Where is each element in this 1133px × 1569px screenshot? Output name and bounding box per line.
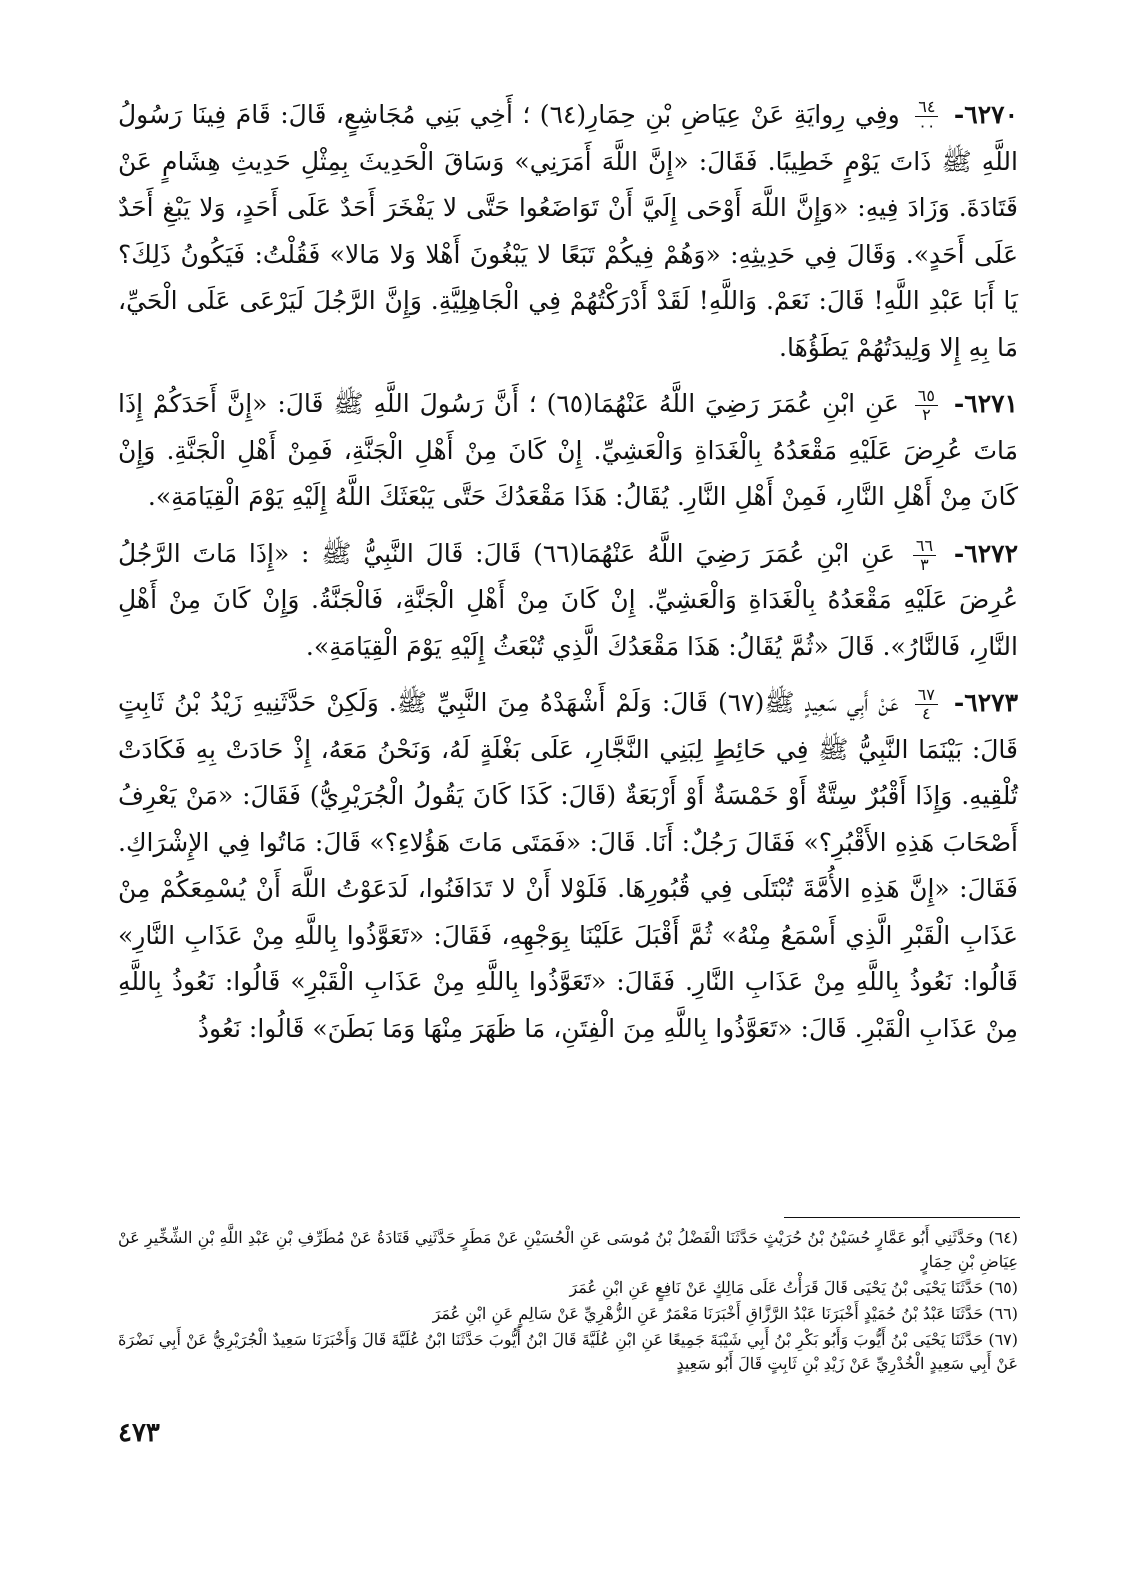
footnote-label: (٦٥)	[988, 1278, 1018, 1297]
main-text	[118, 92, 1018, 1062]
footnote-label: (٦٦)	[988, 1304, 1018, 1323]
footnote-text: وحَدَّثَنِي أَبُو عَمَّارٍ حُسَيْنُ بْنُ حُرَيْثٍ حَدَّثَنَا الْفَضْلُ بْنُ مُوسَى عَنِ الْحُسَيْنِ عَنْ مَطَرٍ حَدَّثَنِي قَتَادَةُ عَنْ مُطَرِّفِ بْنِ عَبْدِ اللَّهِ بْنِ الشِّخِّيرِ عَنْ عِيَاضِ بْنِ حِمَارٍ	[118, 1228, 1018, 1271]
footnote-text: حَدَّثَنَا يَحْيَى بْنُ يَحْيَى قَالَ قَرَأْتُ عَلَى مَالِكٍ عَنْ نَافِعٍ عَنِ ابْنِ عُمَرَ	[569, 1278, 984, 1297]
hadith-text: عَنْ أَبِي سَعِيدٍ ﷺ(٦٧) قَالَ: وَلَمْ أَشْهَدْهُ مِنَ النَّبِيِّ ﷺ. وَلَكِنْ حَدَّثَنِيهِ زَيْدُ بْنُ ثَابِتٍ قَالَ: بَيْنَمَا النَّبِيُّ ﷺ فِي حَائِطٍ لِبَنِي النَّجَّارِ، عَلَى بَغْلَةٍ لَهُ، وَنَحْنُ مَعَهُ، إِذْ حَادَتْ بِهِ فَكَادَتْ تُلْقِيهِ. وَإِذَا أَقْبُرٌ سِتَّةٌ أَوْ خَمْسَةٌ أَوْ أَرْبَعَةٌ (قَالَ: كَذَا كَانَ يَقُولُ الْجُرَيْرِيُّ) فَقَالَ: «مَنْ يَعْرِفُ أَصْحَابَ هَذِهِ الأَقْبُرِ؟» فَقَالَ رَجُلٌ: أَنَا. قَالَ: «فَمَتَى مَاتَ هَؤُلاءِ؟» قَالَ: مَاتُوا فِي الإِشْرَاكِ. فَقَالَ: «إِنَّ هَذِهِ الأُمَّةَ تُبْتَلَى فِي قُبُورِهَا. فَلَوْلا أَنْ لا تَدَافَنُوا، لَدَعَوْتُ اللَّهَ أَنْ يُسْمِعَكُمْ مِنْ عَذَابِ الْقَبْرِ الَّذِي أَسْمَعُ مِنْهُ» ثُمَّ أَقْبَلَ عَلَيْنَا بِوَجْهِهِ، فَقَالَ: «تَعَوَّذُوا بِاللَّهِ مِنْ عَذَابِ النَّارِ» قَالُوا: نَعُوذُ بِاللَّهِ مِنْ عَذَابِ النَّارِ. فَقَالَ: «تَعَوَّذُوا بِاللَّهِ مِنْ عَذَابِ الْقَبْرِ» قَالُوا: نَعُوذُ بِاللَّهِ مِنْ عَذَابِ الْقَبْرِ. قَالَ: «تَعَوَّذُوا بِاللَّهِ مِنَ الْفِتَنِ، مَا ظَهَرَ مِنْهَا وَمَا بَطَنَ» قَالُوا: نَعُوذُ	[118, 688, 1018, 1043]
hadith-number: ٦٢٧٠-	[953, 100, 1018, 129]
page-number: ٤٧٣	[118, 1418, 160, 1448]
hadith-fraction: $\frac{٦٤}{٠٠}$	[915, 98, 938, 135]
footnote-divider	[784, 1217, 1020, 1218]
hadith-6272	[118, 531, 1018, 671]
hadith-text: وفِي رِوايَةِ عَنْ عِيَاضِ بْنِ حِمَارِ(٦٤) ؛ أَخِي بَنِي مُجَاشِعٍ، قَالَ: قَامَ فِينَا رَسُولُ اللَّهِ ﷺ ذَاتَ يَوْمٍ خَطِيبًا. فَقَالَ: «إِنَّ اللَّهَ أَمَرَنِي» وَسَاقَ الْحَدِيثَ بِمِثْلِ حَدِيثِ هِشَامٍ عَنْ قَتَادَةَ. وَزَادَ فِيهِ: «وَإِنَّ اللَّهَ أَوْحَى إِلَيَّ أَنْ تَوَاضَعُوا حَتَّى لا يَفْخَرَ أَحَدٌ عَلَى أَحَدٍ، وَلا يَبْغِ أَحَدٌ عَلَى أَحَدٍ». وَقَالَ فِي حَدِيثِهِ: «وَهُمْ فِيكُمْ تَبَعًا لا يَبْغُونَ أَهْلا وَلا مَالا» فَقُلْتُ: فَيَكُونُ ذَلِكَ؟ يَا أَبَا عَبْدِ اللَّهِ! قَالَ: نَعَمْ. وَاللَّهِ! لَقَدْ أَدْرَكْتُهُمْ فِي الْجَاهِلِيَّةِ. وَإِنَّ الرَّجُلَ لَيَرْعَى عَلَى الْحَيِّ، مَا بِهِ إِلا وَلِيدَتُهُمْ يَطَؤُهَا.	[118, 100, 1018, 362]
footnote-text: حَدَّثَنَا يَحْيَى بْنُ أَيُّوبَ وَأَبُو بَكْرِ بْنُ أَبِي شَيْبَةَ جَمِيعًا عَنِ ابْنِ عُلَيَّةَ قَالَ ابْنُ أَيُّوبَ حَدَّثَنَا ابْنُ عُلَيَّةَ قَالَ وَأَخْبَرَنَا سَعِيدٌ الْجُرَيْرِيُّ عَنْ أَبِي نَضْرَةَ عَنْ أَبِي سَعِيدٍ الْخُدْرِيِّ عَنْ زَيْدِ بْنِ ثَابِتٍ قَالَ أَبُو سَعِيدٍ	[118, 1330, 1018, 1373]
hadith-fraction: $\frac{٦٦}{٣}$	[913, 537, 936, 574]
footnote-65	[118, 1276, 1018, 1300]
footnote-label: (٦٤)	[988, 1228, 1018, 1247]
hadith-6273	[118, 680, 1018, 1052]
hadith-6270	[118, 92, 1018, 371]
hadith-text: عَنِ ابْنِ عُمَرَ رَضِيَ اللَّهُ عَنْهُمَا(٦٥) ؛ أَنَّ رَسُولَ اللَّهِ ﷺ قَالَ: «إِنَّ أَحَدَكُمْ إِذَا مَاتَ عُرِضَ عَلَيْهِ مَقْعَدُهُ بِالْغَدَاةِ وَالْعَشِيِّ. إِنْ كَانَ مِنْ أَهْلِ الْجَنَّةِ، فَمِنْ أَهْلِ الْجَنَّةِ. وَإِنْ كَانَ مِنْ أَهْلِ النَّارِ، فَمِنْ أَهْلِ النَّارِ. يُقَالُ: هَذَا مَقْعَدُكَ حَتَّى يَبْعَثَكَ اللَّهُ إِلَيْهِ يَوْمَ الْقِيَامَةِ».	[118, 389, 1018, 511]
footnote-text: حَدَّثَنَا عَبْدُ بْنُ حُمَيْدٍ أَخْبَرَنَا عَبْدُ الرَّزَّاقِ أَخْبَرَنَا مَعْمَرٌ عَنِ الزُّهْرِيِّ عَنْ سَالِمٍ عَنِ ابْنِ عُمَرَ	[432, 1304, 984, 1323]
hadith-number: ٦٢٧٢-	[953, 538, 1018, 568]
hadith-number: ٦٢٧١-	[953, 389, 1018, 418]
footnote-64	[118, 1226, 1018, 1274]
hadith-number: ٦٢٧٣-	[953, 688, 1019, 717]
hadith-fraction: $\frac{٦٧}{٤}$	[915, 686, 938, 723]
footnote-label: (٦٧)	[988, 1330, 1018, 1349]
footnote-67	[118, 1328, 1018, 1376]
footnotes	[118, 1226, 1018, 1378]
hadith-text: عَنِ ابْنِ عُمَرَ رَضِيَ اللَّهُ عَنْهُمَا(٦٦) قَالَ: قَالَ النَّبِيُّ ﷺ : «إِذَا مَاتَ الرَّجُلُ عُرِضَ عَلَيْهِ مَقْعَدُهُ بِالْغَدَاةِ وَالْعَشِيِّ. إِنْ كَانَ مِنْ أَهْلِ الْجَنَّةِ، فَالْجَنَّةُ. وَإِنْ كَانَ مِنْ أَهْلِ النَّارِ، فَالنَّارُ». قَالَ «ثُمَّ يُقَالُ: هَذَا مَقْعَدُكَ الَّذِي تُبْعَثُ إِلَيْهِ يَوْمَ الْقِيَامَةِ».	[118, 538, 1018, 661]
footnote-66	[118, 1302, 1018, 1326]
hadith-6271	[118, 381, 1018, 521]
hadith-fraction: $\frac{٦٥}{٢}$	[915, 387, 938, 424]
